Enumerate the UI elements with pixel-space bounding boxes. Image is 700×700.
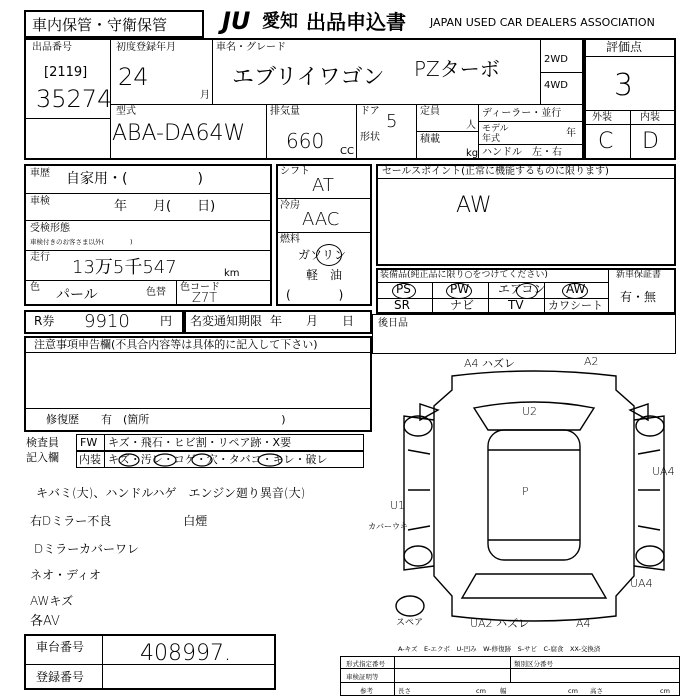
- lot-label: 出品番号: [32, 42, 72, 53]
- registration-label: 初度登録年月: [116, 42, 176, 53]
- after-date-block: [372, 314, 676, 354]
- cert-label-3: 車検証明等: [346, 673, 379, 681]
- mark-u1: U1: [390, 499, 406, 512]
- cert-label-1: 形式指定番号: [346, 660, 385, 668]
- car-diagram: [384, 357, 684, 650]
- load-unit: kg: [466, 148, 479, 159]
- mark-ua2-hazure: UA2 ハズレ: [470, 617, 530, 630]
- mileage-unit: km: [224, 268, 240, 279]
- cert-length: 長さ: [398, 687, 411, 695]
- color-label: 色: [30, 282, 40, 293]
- fuel-gas: ガソリン: [298, 248, 347, 262]
- car-name-label: 車名・グレード: [216, 42, 286, 53]
- cc-unit: CC: [340, 146, 354, 157]
- int-grade: D: [642, 129, 659, 154]
- grade-label: 評価点: [606, 40, 643, 54]
- ju-logo: JU: [222, 7, 251, 35]
- color-code-value: Z7T: [192, 291, 218, 306]
- warranty-value: 有・無: [620, 290, 657, 304]
- color-change-label: 色替: [146, 287, 166, 298]
- mark-a4-bottom: A4: [576, 617, 591, 630]
- consign-label: 受検形態: [30, 223, 70, 234]
- ac-label: 冷房: [280, 200, 300, 211]
- org-english: JAPAN USED CAR DEALERS ASSOCIATION: [430, 16, 655, 29]
- notes-label: 注意事項申告欄(不具合内容等は具体的に記入して下さい): [34, 338, 318, 351]
- fuel-diesel: 軽 油: [306, 268, 343, 282]
- handwritten-note-6: 各AV: [30, 614, 60, 629]
- mileage-value: 13万5千547: [72, 257, 177, 278]
- fuel-gas-circle: [316, 244, 342, 266]
- equip-ps-circle: [392, 283, 416, 299]
- sales-point-label: セールスポイント(正常に機能するものに限ります): [382, 166, 609, 177]
- cert-width: 幅: [500, 687, 507, 695]
- lot-number: 35274: [36, 85, 113, 113]
- inspector-marks: [104, 451, 284, 468]
- capacity-unit: 人: [466, 120, 476, 131]
- mileage-label: 走行: [30, 252, 50, 263]
- fuel-paren: ( ): [286, 288, 344, 302]
- registration-month-unit: 月: [200, 90, 210, 101]
- inspection-value: 年 月( 日): [114, 199, 216, 214]
- equip-aw-circle: [562, 283, 588, 299]
- dealer-label: ディーラー・並行: [482, 108, 562, 119]
- equip-seat: カワシート: [548, 299, 603, 312]
- fuel-label: 燃料: [280, 234, 300, 245]
- equip-ac: エアコン: [498, 282, 546, 296]
- shift-label: シフト: [280, 166, 310, 177]
- equip-aw: AW: [566, 282, 586, 296]
- cert-label-2: 類別区分番号: [514, 660, 553, 668]
- mark-u2: U2: [522, 405, 538, 418]
- displacement-label: 排気量: [270, 106, 300, 117]
- mark-kaburi: カバーウキ: [368, 522, 408, 531]
- handwritten-note-2: 右Dミラー不良 白煙: [30, 514, 208, 528]
- equipment-label: 装備品(純正品に限り○をつけてください): [380, 270, 548, 280]
- shift-value: AT: [312, 175, 334, 196]
- color-code-label: 色コード: [180, 282, 220, 293]
- equip-ac-circle: [516, 283, 538, 299]
- equip-navi: ナビ: [450, 298, 475, 312]
- chassis-label: 車台番号: [36, 640, 85, 654]
- inspector-label-2: 記入欄: [26, 451, 59, 464]
- mark-a4-hazure-top: A4 ハズレ: [464, 357, 516, 370]
- equip-tv: TV: [508, 298, 524, 312]
- capacity-label: 定員: [420, 106, 440, 117]
- displacement-value: 660: [286, 129, 325, 153]
- ac-value: AAC: [302, 209, 340, 230]
- org-name: 愛知: [262, 11, 298, 32]
- cert-cm-2: cm: [568, 687, 578, 695]
- cert-height: 高さ: [590, 687, 603, 695]
- history-label: 車歴: [30, 168, 50, 179]
- car-name: エブリイワゴン: [232, 65, 385, 90]
- damage-legend: A-キズ E-エクボ U-凹み W-修復跡 S-サビ C-腐食 XX-交換済: [398, 645, 601, 653]
- handwritten-note-4: ネオ・ディオ: [30, 568, 102, 582]
- inspector-row1-tag: FW: [80, 436, 98, 449]
- ext-grade: C: [598, 129, 614, 154]
- doors-value: 5: [386, 111, 398, 132]
- mark-ua4-right1: UA4: [652, 465, 675, 478]
- history-value: 自家用・( ): [66, 171, 203, 187]
- equip-sr: SR: [394, 298, 410, 312]
- ext-label: 外装: [592, 112, 612, 123]
- inspection-label: 車検: [30, 196, 50, 207]
- cert-cm-3: cm: [660, 687, 670, 695]
- equip-pw: PW: [450, 282, 470, 296]
- warranty-label: 新車保証書: [616, 270, 662, 280]
- doors-label: ドア: [360, 106, 380, 117]
- model-label: 型式: [116, 106, 136, 117]
- handle-label: ハンドル 左・右: [482, 147, 562, 158]
- after-date-label: 後日品: [378, 318, 408, 329]
- color-value: パール: [56, 287, 98, 303]
- grade-score: 3: [614, 68, 634, 103]
- plate-label: 登録番号: [36, 670, 85, 684]
- load-label: 積載: [420, 134, 440, 145]
- model-year-label: モデル年式: [482, 124, 509, 144]
- cert-cm-1: cm: [476, 687, 486, 695]
- recycle-unit: 円: [160, 314, 173, 328]
- recycle-value: 9910: [84, 311, 130, 332]
- sales-point-value: AW: [456, 193, 492, 218]
- year-unit: 年: [566, 128, 576, 139]
- model-value: ABA-DA64W: [112, 121, 246, 146]
- inspector-label-1: 検査員: [26, 436, 59, 449]
- handwritten-note-3: Dミラーカバーワレ: [34, 542, 140, 556]
- equip-pw-circle: [446, 283, 472, 299]
- mark-spare: スペア: [396, 618, 424, 628]
- chassis-value: 408997.: [140, 641, 231, 666]
- inspector-row2-text: キズ・汚レ・コゲ・穴・タバコ・キレ・破レ: [108, 453, 328, 466]
- recycle-label: R券: [34, 314, 55, 328]
- drive-2wd: 2WD: [544, 54, 568, 65]
- equip-ps: PS: [396, 282, 411, 296]
- registration-year: 24: [118, 63, 149, 91]
- int-label: 内装: [640, 112, 660, 123]
- handwritten-note-1: キバミ(大)、ハンドルハゲ エンジン廻り異音(大): [36, 486, 306, 500]
- consign-note: 車検付きのお客さま以外( ): [30, 238, 133, 246]
- drive-4wd: 4WD: [544, 80, 568, 91]
- handwritten-note-5: AWキズ: [30, 594, 74, 608]
- sales-point-block: [376, 164, 676, 266]
- mark-ua4-right2: UA4: [630, 577, 653, 590]
- car-grade: PZターボ: [414, 57, 500, 81]
- shape-label: 形状: [360, 132, 380, 143]
- inspector-row2-tag: 内装: [79, 453, 101, 466]
- mark-p: P: [522, 485, 529, 498]
- mark-a2-top: A2: [584, 355, 599, 368]
- inspector-row1-text: キズ・飛石・ヒビ割・リペア跡・X要: [108, 436, 292, 449]
- cert-ref: 参考: [360, 687, 373, 695]
- form-title: 出品申込書: [306, 10, 406, 34]
- repair-label: 修復歴 有 (箇所 ): [46, 413, 286, 426]
- storage-note-box: [24, 10, 204, 38]
- name-change-value: 年 月 日: [270, 314, 355, 328]
- storage-note: 車内保管・守衛保管: [32, 16, 168, 34]
- lot-bracket: [2119]: [44, 65, 88, 80]
- name-change-label: 名変通知期限: [190, 314, 263, 328]
